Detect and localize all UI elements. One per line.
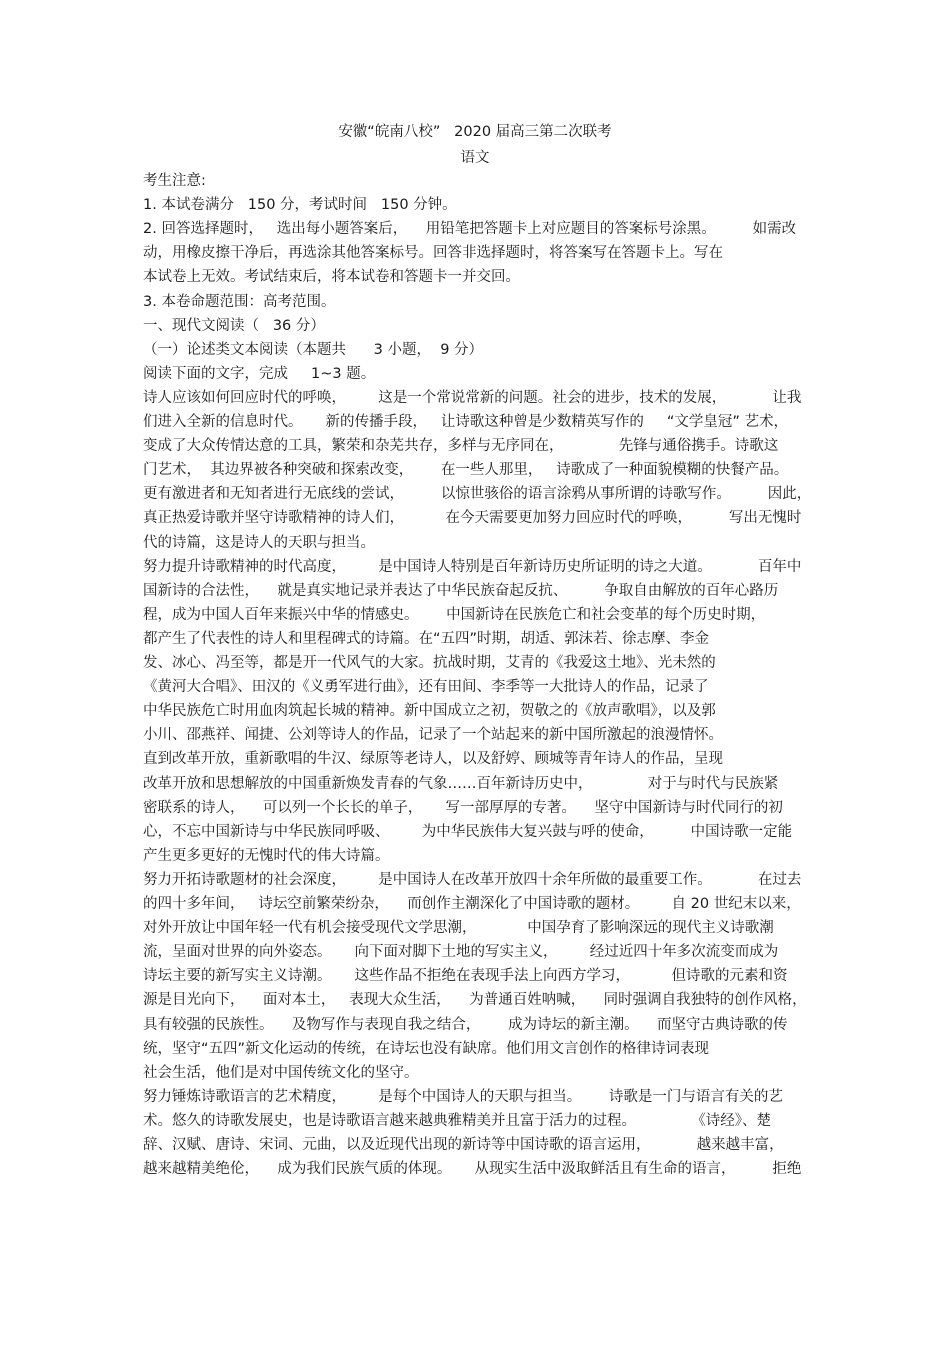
subject-title: 语文 — [460, 150, 490, 166]
text-line: 辞、汉赋、唐诗、宋词、元曲，以及近现代出现的新诗等中国诗歌的语言运用， 越来越丰富， — [143, 1137, 784, 1153]
text-line: 改革开放和思想解放的中国重新焕发青春的气象……百年新诗历史中， 对于与时代与民族紧 — [143, 775, 779, 792]
text-line: 国新诗的合法性， 就是真实地记录并表达了中华民族奋起反抗、 争取自由解放的百年心路历 — [143, 582, 779, 599]
text-line: 的四十多年间， 诗坛空前繁荣纷杂， 而创作主潮深化了中国诗歌的题材。 自 20 世纪末以来， — [143, 896, 801, 912]
text-line: 们进入全新的信息时代。 新的传播手段， 让诗歌这种曾是少数精英写作的 “文学皇冠” 艺术， — [143, 414, 789, 430]
text-line: 努力提升诗歌精神的时代高度， 是中国诗人特别是百年新诗历史所证明的诗之大道。 百年中 — [143, 558, 802, 575]
text-line: 中华民族危亡时用血肉筑起长城的精神。新中国成立之初，贺敬之的《放声歌唱》，以及郭 — [143, 703, 716, 720]
text-line: 本试卷上无效。考试结束后，将本试卷和答题卡一并交回。 — [143, 269, 520, 286]
text-line: 一、现代文阅读（ 36 分） — [143, 317, 325, 334]
text-line: 密联系的诗人， 可以列一个长长的单子， 写一部厚厚的专著。 坚守中国新诗与时代同行的初 — [143, 799, 783, 816]
text-line: 2. 回答选择题时， 选出每小题答案后， 用铅笔把答题卡上对应题目的答案标号涂黑。 如需改 — [143, 221, 797, 238]
text-line: 努力开拓诗歌题材的社会深度， 是中国诗人在改革开放四十余年所做的最重要工作。 在过去 — [143, 871, 802, 888]
text-line: 程，成为中国人百年来振兴中华的情感史。 中国新诗在民族危亡和社会变革的每个历史时期， — [143, 606, 766, 623]
text-line: 努力锤炼诗歌语言的艺术精度， 是每个中国诗人的天职与担当。 诗歌是一门与语言有关的艺 — [143, 1088, 783, 1105]
text-line: 越来越精美绝伦， 成为我们民族气质的体现。 从现实生活中汲取鲜活且有生命的语言， 拒绝 — [143, 1161, 802, 1178]
text-line: 术。悠久的诗歌发展史，也是诗歌语言越来越典雅精美并且富于活力的过程。 《诗经》、楚 — [143, 1112, 772, 1129]
text-line: 3. 本卷命题范围：高考范围。 — [143, 293, 336, 310]
text-line: 代的诗篇，这是诗人的天职与担当。 — [143, 534, 375, 551]
text-line: 心，不忘中国新诗与中华民族同呼吸、 为中华民族伟大复兴鼓与呼的使命， 中国诗歌一定能 — [143, 823, 793, 840]
text-line: 诗人应该如何回应时代的呼唤， 这是一个常说常新的问题。社会的进步，技术的发展， 让我 — [143, 389, 802, 406]
text-line: 考生注意: — [143, 173, 206, 189]
text-line: 变成了大众传情达意的工具，繁荣和杂芜共存，多样与无序同在， 先锋与通俗携手。诗歌这 — [143, 438, 779, 455]
text-line: 更有激进者和无知者进行无底线的尝试， 以惊世骇俗的语言涂鸦从事所谓的诗歌写作。 因此， — [143, 486, 812, 503]
text-line: 社会生活，他们是对中国传统文化的坚守。 — [143, 1064, 419, 1081]
text-line: 阅读下面的文字，完成 1~3 题。 — [143, 365, 376, 382]
text-line: 流，呈面对世界的向外姿态。 向下面对脚下土地的写实主义， 经过近四十年多次流变而成为 — [143, 944, 779, 961]
text-line: 源是目光向下， 面对本土， 表现大众生活， 为普通百姓呐喊， 同时强调自我独特的创作风格， — [143, 992, 807, 1009]
text-line: 《黄河大合唱》、田汉的《义勇军进行曲》，还有田间、李季等一大批诗人的作品，记录了 — [143, 679, 709, 696]
text-line: 门艺术， 其边界被各种突破和探索改变， 在一些人那里， 诗歌成了一种面貌模糊的快餐产品。 — [143, 462, 789, 479]
text-line: 产生更多更好的无愧时代的伟大诗篇。 — [143, 847, 390, 864]
text-line: 小川、邵燕祥、闻捷、公刘等诗人的作品，记录了一个站起来的新中国所激起的浪漫情怀。 — [143, 727, 723, 744]
text-line: （一）论述类文本阅读（本题共 3 小题， 9 分） — [143, 341, 484, 358]
exam-title: 安徽“皖南八校” 2020 届高三第二次联考 — [338, 124, 612, 140]
text-line: 1. 本试卷满分 150 分，考试时间 150 分钟。 — [143, 197, 457, 214]
text-line: 诗坛主要的新写实主义诗潮。 这些作品不拒绝在表现手法上向西方学习， 但诗歌的元素和资 — [143, 968, 788, 985]
text-line: 真正热爱诗歌并坚守诗歌精神的诗人们， 在今天需要更加努力回应时代的呼唤， 写出无愧时 — [143, 510, 802, 527]
text-line: 发、冰心、冯至等，都是开一代风气的大家。抗战时期，艾青的《我爱这土地》、光未然的 — [143, 655, 716, 671]
text-line: 动，用橡皮擦干净后，再选涂其他答案标号。回答非选择题时，将答案写在答题卡上。写在 — [143, 245, 723, 262]
text-line: 对外开放让中国年轻一代有机会接受现代文学思潮， 中国孕育了影响深远的现代主义诗歌潮 — [143, 920, 774, 937]
text-line: 统，坚守“五四”新文化运动的传统，在诗坛也没有缺席。他们用文言创作的格律诗词表现 — [143, 1040, 710, 1057]
text-line: 直到改革开放，重新歌唱的牛汉、绿原等老诗人，以及舒婷、顾城等青年诗人的作品，呈现 — [143, 751, 723, 768]
text-line: 具有较强的民族性。 及物写作与表现自我之结合， 成为诗坛的新主潮。 而坚守古典诗歌的传 — [143, 1016, 788, 1033]
text-line: 都产生了代表性的诗人和里程碑式的诗篇。在“五四”时期，胡适、郭沫若、徐志摩、李金 — [143, 630, 710, 647]
